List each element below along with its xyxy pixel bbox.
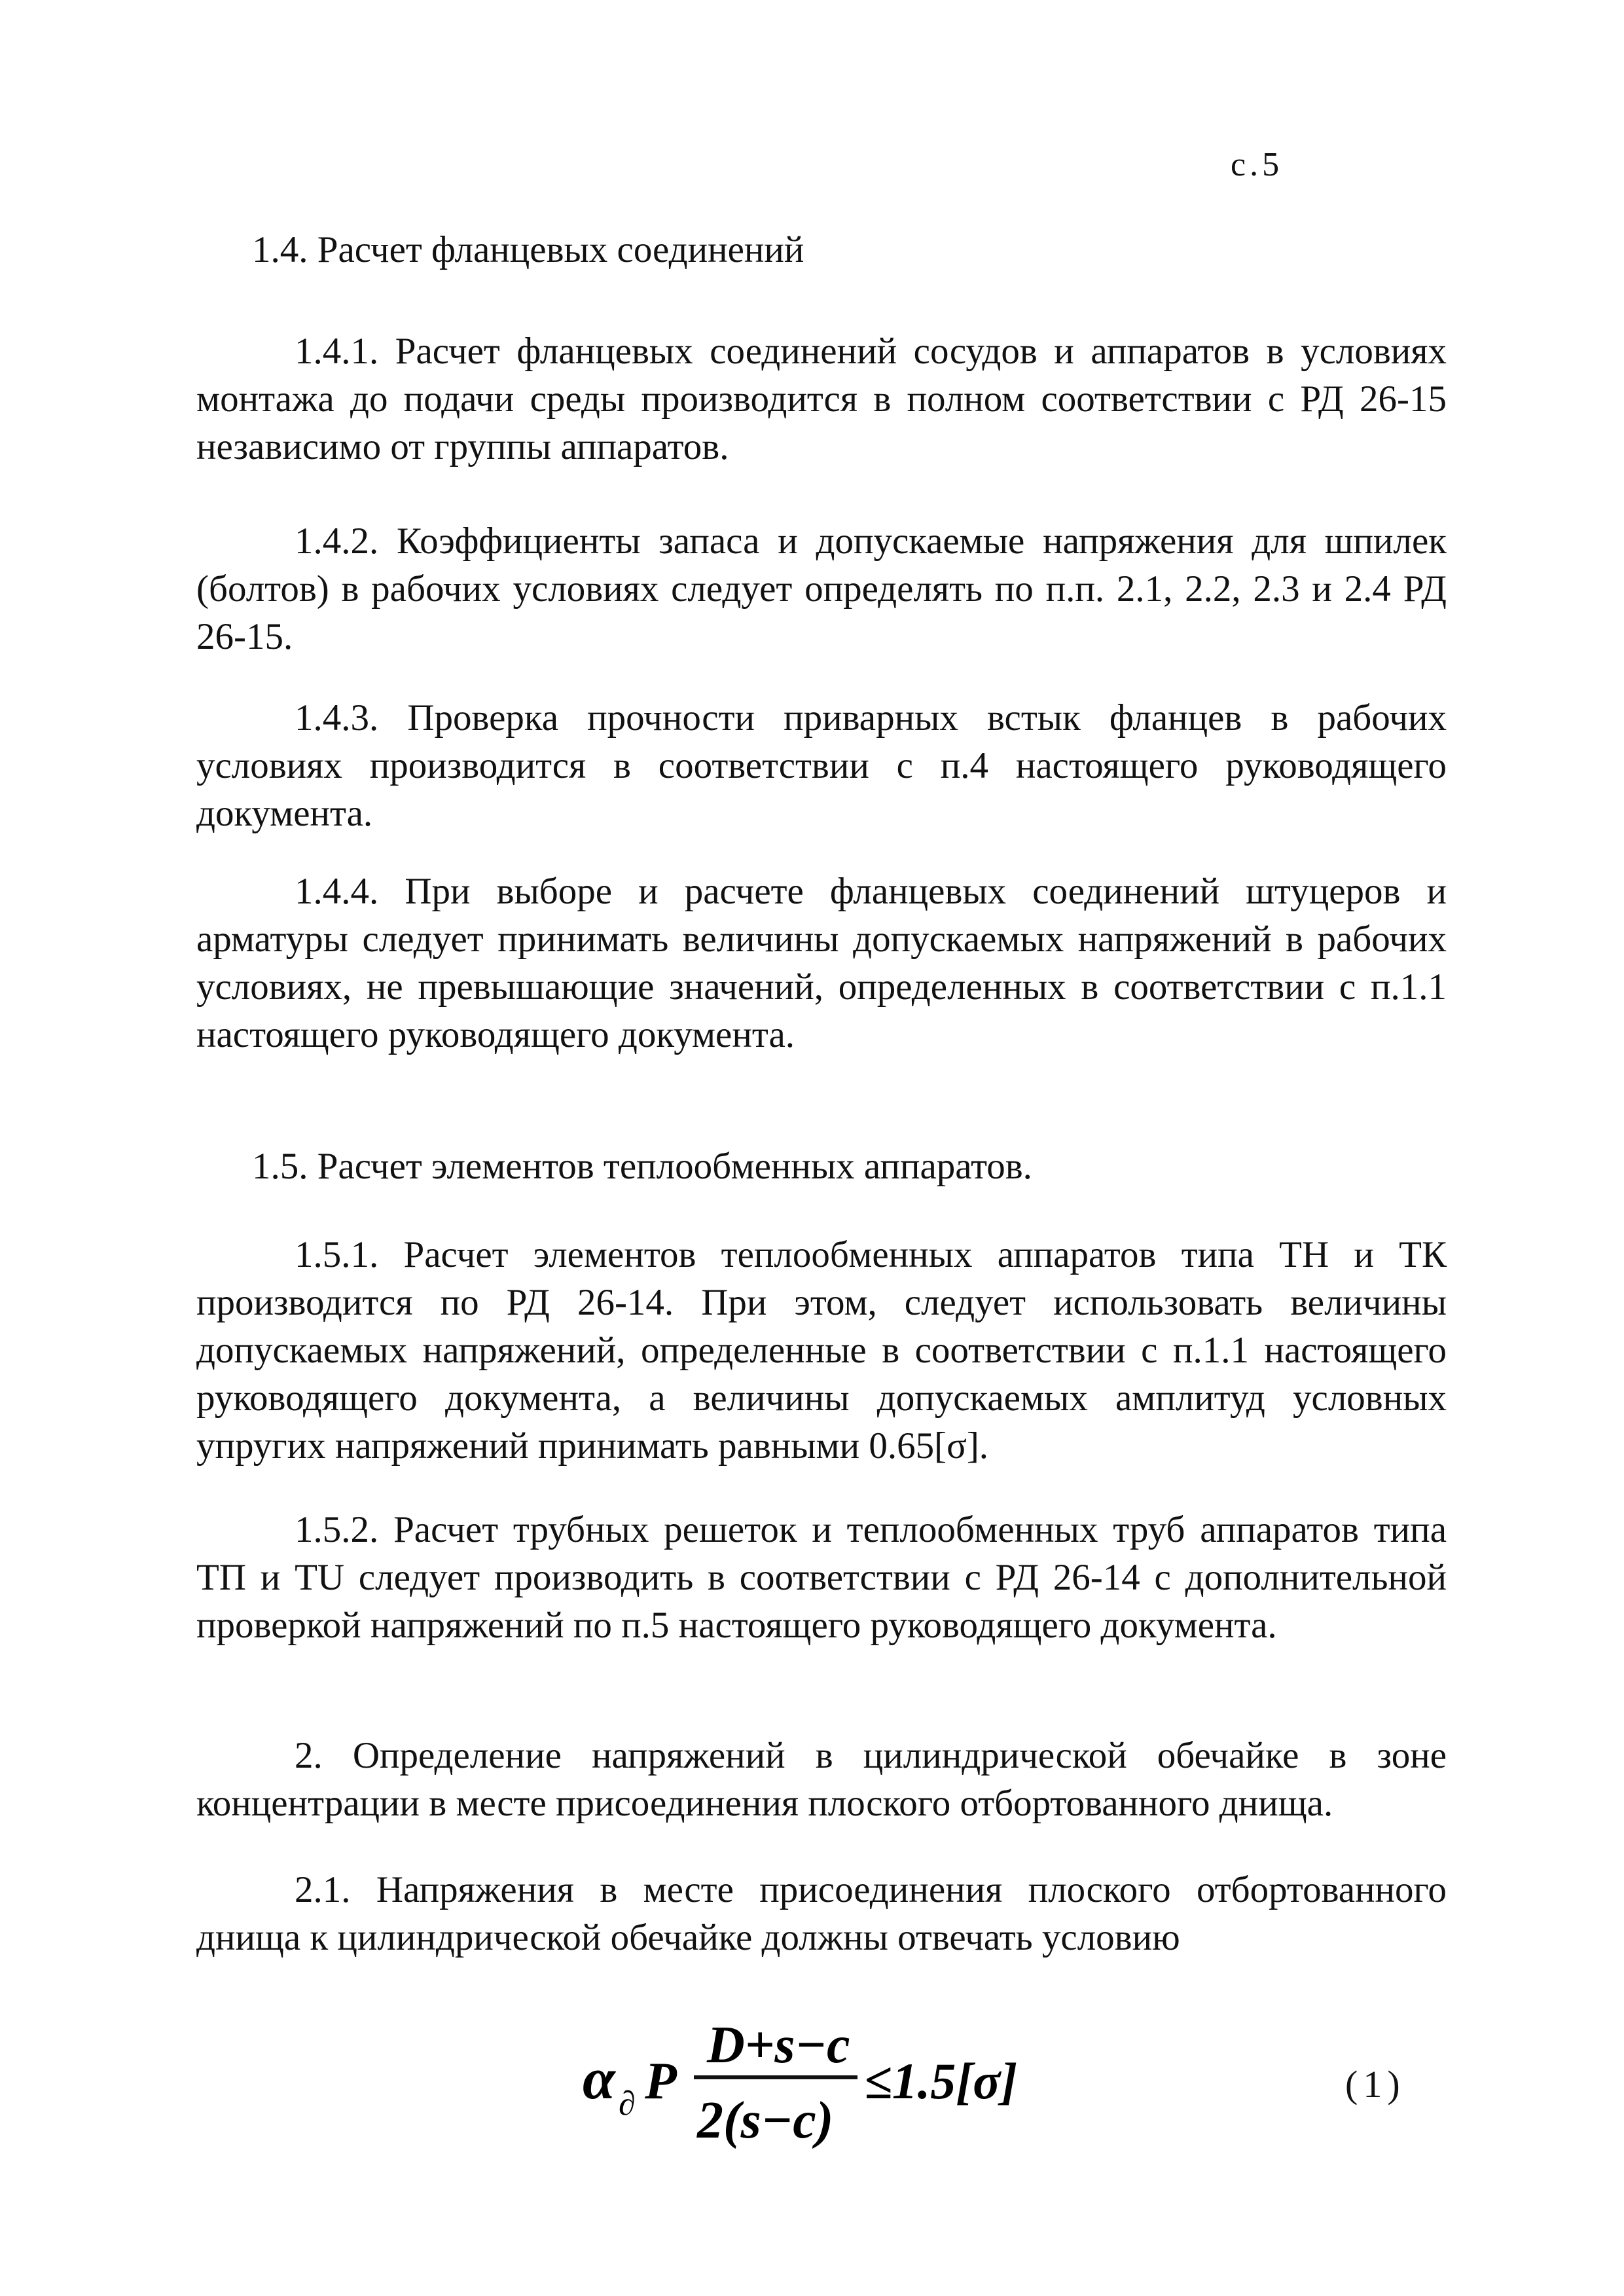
paragraph-1-5-1: 1.5.1. Расчет элементов теплообменных аппаратов типа ТН и ТК производится по РД 26-14. При этом, следует использовать величины допускаемых напряжений, определенные в соответствии с п.1.1 настоящего руководящего документа, а величины допускаемых амплитуд условных упругих напряжений принимать равными 0.65[σ]. xyxy=(196,1234,1447,1467)
formula-alpha: α xyxy=(583,2047,615,2111)
formula-number: (1) xyxy=(1345,2063,1405,2105)
formula-p: P xyxy=(645,2052,677,2110)
paragraph-1-4-3: 1.4.3. Проверка прочности приварных встык фланцев в рабочих условиях производится в соответствии с п.4 настоящего руководящего документа. xyxy=(196,697,1447,834)
formula-denominator: 2(s−c) xyxy=(697,2092,834,2149)
formula-1 xyxy=(576,2000,1018,2164)
paragraph-1-4-2: 1.4.2. Коэффициенты запаса и допускаемые напряжения для шпилек (болтов) в рабочих условиях следует определять по п.п. 2.1, 2.2, 2.3 и 2.4 РД 26-15. xyxy=(196,520,1447,657)
paragraph-1-4-1: 1.4.1. Расчет фланцевых соединений сосудов и аппаратов в условиях монтажа до подачи среды производится в полном соответствии с РД 26-15 независимо от группы аппаратов. xyxy=(196,331,1447,467)
formula-alpha-subscript: ∂ xyxy=(619,2085,636,2123)
paragraph-2-1: 2.1. Напряжения в месте присоединения плоского отбортованного днища к цилиндрической обечайке должны отвечать условию xyxy=(196,1869,1447,1958)
section-1-5-title: 1.5. Расчет элементов теплообменных аппаратов. xyxy=(252,1146,1032,1187)
section-1-4-title: 1.4. Расчет фланцевых соединений xyxy=(252,229,804,270)
paragraph-1-4-4: 1.4.4. При выборе и расчете фланцевых соединений штуцеров и арматуры следует принимать величины допускаемых напряжений в рабочих условиях, не превышающие значений, определенных в соответствии с п.1.1 настоящего руководящего документа. xyxy=(196,871,1447,1055)
formula-numerator: D+s−c xyxy=(707,2016,850,2074)
page-number: c.5 xyxy=(1231,146,1284,183)
paragraph-2: 2. Определение напряжений в цилиндрической обечайке в зоне концентрации в месте присоединения плоского отбортованного днища. xyxy=(196,1735,1447,1824)
formula-rhs: ≤1.5[σ] xyxy=(864,2052,1018,2109)
paragraph-1-5-2: 1.5.2. Расчет трубных решеток и теплообменных труб аппаратов типа ТП и ТU следует производить в соответствии с РД 26-14 с дополнительной проверкой напряжений по п.5 настоящего руководящего документа. xyxy=(196,1509,1447,1646)
